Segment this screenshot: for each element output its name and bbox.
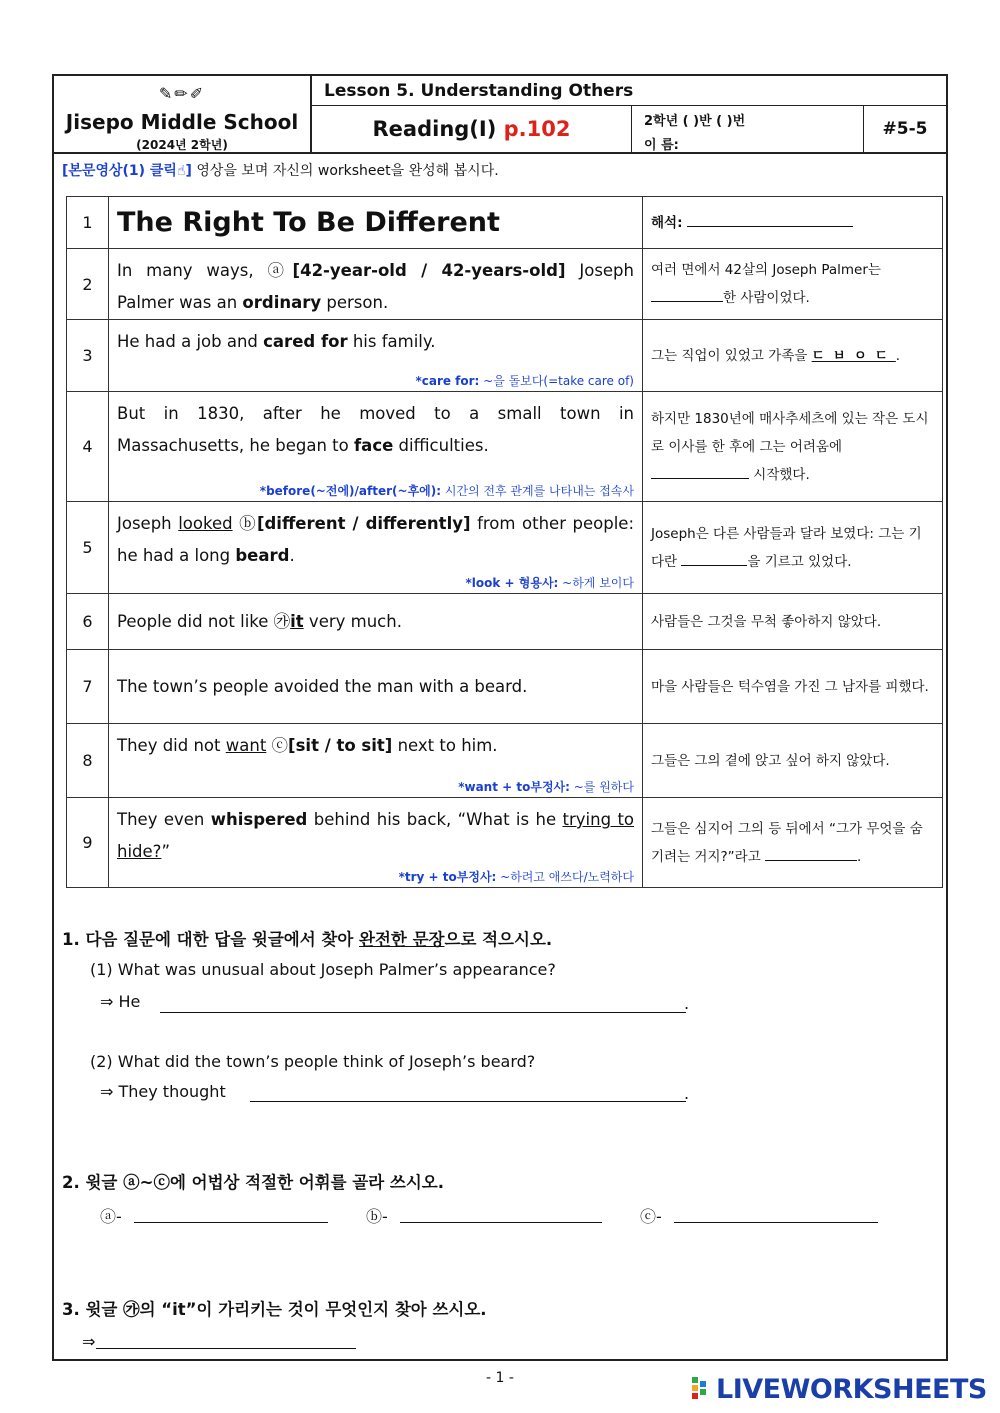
korean-cell [643,798,943,888]
worksheet-header [54,76,946,154]
note-text: ~를 원하다 [569,780,634,794]
note-text: ~을 돌보다(=take care of) [479,374,634,388]
answer-prefix: ⇒ He [100,992,141,1011]
row-number: 3 [67,320,109,392]
text: . [895,347,901,364]
initial-hint: ㄷㅂㅇㄷ [811,347,896,364]
text: He had a job and [117,332,264,351]
school-name: Jisepo Middle School [65,110,299,134]
class-line: 2학년 ( )반 ( )번 [644,114,746,129]
row-number: 6 [67,594,109,650]
reading-title [312,106,632,152]
answer-line-a[interactable] [134,1222,328,1223]
answer-period: . [684,1084,690,1103]
video-text: 영상을 보며 자신의 worksheet을 완성해 봅시다. [196,163,499,179]
table-row [67,594,943,650]
text: 을 기르고 있었다. [747,553,852,570]
answer-line-1[interactable] [160,1012,686,1013]
row-number: 8 [67,724,109,798]
english-cell [109,502,643,594]
text: Joseph은 다른 사람들과 달라 보였다: 그는 기다란 [651,525,922,570]
text: from other people: he had a long [117,514,635,565]
choice-c: [sit / to sit] [288,736,393,755]
note-text: 시간의 전후 관계를 나타내는 접속사 [441,484,634,498]
text: They even [117,810,211,829]
korean-cell: 마을 사람들은 턱수염을 가진 그 남자를 피했다. [643,650,943,724]
reading-page: p.102 [503,117,571,141]
keyword: beard [235,546,290,565]
question-2: 2. 윗글 ⓐ~ⓒ에 어법상 적절한 어휘를 골라 쓰시오. [62,1173,445,1192]
underlined-word: looked [178,514,233,533]
row-number: 4 [67,392,109,502]
table-row [67,197,943,249]
text: In many ways, ⓐ [117,261,293,280]
label-c: ⓒ- [640,1207,662,1226]
brand-name: LIVEWORKSHEETS [716,1374,987,1405]
keyword: cared for [263,332,348,351]
note-label: *care for: [415,374,480,388]
grammar-note [415,373,634,389]
text: 시작했다. [749,466,810,483]
name-line: 이 름: [644,138,679,153]
label-b: ⓑ- [366,1207,388,1226]
row-number: 1 [67,197,109,249]
underlined-word: trying to hide? [117,810,635,861]
table-row [67,502,943,594]
english-cell [109,798,643,888]
text: 하지만 1830년에 매사추세츠에 있는 작은 도시로 이사를 한 후에 그는 어려움에 [651,410,929,455]
choice-b: [different / differently] [256,514,471,533]
answer-prefix: ⇒ They thought [100,1082,226,1101]
row-number: 9 [67,798,109,888]
question-1 [62,926,552,950]
note-label: *want + to부정사: [458,780,570,794]
answer-period: . [684,994,690,1013]
answer-line-c[interactable] [674,1222,878,1223]
lesson-title: Lesson 5. Understanding Others [312,76,946,106]
answer-line-3[interactable] [96,1348,356,1349]
english-cell [109,392,643,502]
choice-a: [42-year-old / 42-years-old] [292,261,566,280]
underlined-word: want [225,736,267,755]
student-info [632,106,864,152]
table-row [67,392,943,502]
row-number: 7 [67,650,109,724]
question-text: 으로 적으시오. [444,930,553,949]
label-a: ⓐ- [100,1207,122,1226]
grammar-note [458,779,634,795]
text: 그들은 심지어 그의 등 뒤에서 “그가 무엇을 숨기려는 거지?”라고 [651,820,923,865]
liveworksheets-logo [692,1374,987,1405]
text: But in 1830, after he moved to a small town in Massachusetts, he began to [117,404,634,455]
row-number: 5 [67,502,109,594]
text: behind his back, “What is he [307,810,563,829]
pencil-icons: ✎✏✐ [158,84,206,103]
note-label: *before(~전에)/after(~후에): [259,484,442,498]
text: ⓒ [266,736,289,755]
video-link[interactable]: [본문영상(1) 클릭☝] [62,163,192,179]
worksheet-code: #5-5 [882,119,928,139]
text: ⓑ [232,514,257,533]
grammar-note [399,869,634,885]
korean-cell [643,197,943,249]
text: 여러 면에서 42살의 Joseph Palmer는 [651,262,881,278]
korean-cell [643,392,943,502]
text: 한 사람이었다. [723,290,810,306]
question-3: 3. 윗글 ㉮의 “it”이 가리키는 것이 무엇인지 찾아 쓰시오. [62,1300,487,1319]
question-1-2: (2) What did the town’s people think of Joseph’s beard? [90,1052,536,1071]
keyword: ordinary [242,293,322,312]
grammar-note [466,575,635,591]
question-1-1: (1) What was unusual about Joseph Palmer’s appearance? [90,960,556,979]
answer-blank[interactable] [651,284,723,302]
text: They did not [117,736,226,755]
text: next to him. [392,736,498,755]
table-row [67,320,943,392]
answer-line-b[interactable] [400,1222,602,1223]
text: Joseph Palmer was an [117,261,634,312]
text: ” [161,842,170,861]
english-cell [109,249,643,320]
note-label: *look + 형용사: [465,576,559,590]
text: . [857,848,862,865]
text: very much. [303,611,402,631]
school-cell [54,76,312,152]
english-cell [109,724,643,798]
question-text: 1. 다음 질문에 대한 답을 윗글에서 찾아 [62,930,360,949]
video-instruction [62,160,499,180]
answer-blank[interactable] [651,461,749,479]
table-row [67,650,943,724]
translation-label: 해석: [651,214,683,231]
liveworksheets-icon [692,1377,714,1401]
reading-prefix: Reading(Ⅰ) [372,117,504,141]
text: his family. [347,332,436,351]
school-year: (2024년 2학년) [136,138,228,152]
text: . [289,546,295,565]
row-number: 2 [67,249,109,320]
note-label: *try + to부정사: [398,870,497,884]
text: Joseph [117,514,179,533]
answer-blank[interactable] [687,209,853,227]
table-row [67,249,943,320]
note-text: ~하게 보이다 [558,576,634,590]
korean-cell [643,249,943,320]
text: 그는 직업이 있었고 가족을 [651,347,812,364]
grammar-note [260,483,634,499]
text: person. [321,293,389,312]
page-number: - 1 - [486,1370,514,1386]
english-cell [109,320,643,392]
reading-table [66,196,943,888]
korean-cell: 사람들은 그것을 무척 좋아하지 않았다. [643,594,943,650]
keyword: whispered [210,810,308,829]
english-cell: The town’s people avoided the man with a beard. [109,650,643,724]
text: difficulties. [393,436,489,455]
english-cell [109,594,643,650]
korean-cell: 그들은 그의 곁에 앉고 싶어 하지 않았다. [643,724,943,798]
answer-blank[interactable] [765,843,857,861]
keyword: face [354,436,394,455]
note-text: ~하려고 애쓰다/노력하다 [496,870,634,884]
text: People did not like ㉮ [117,611,291,631]
worksheet-frame [52,74,948,1361]
answer-line-2[interactable] [250,1101,686,1102]
english-cell [109,197,643,249]
table-row [67,798,943,888]
table-row [67,724,943,798]
question-emphasis: 완전한 문장 [359,930,445,949]
korean-cell [643,320,943,392]
answer-blank[interactable] [681,548,747,566]
korean-cell [643,502,943,594]
referent-it: it [290,611,304,631]
passage-title: The Right To Be Different [117,207,500,238]
answer-arrow: ⇒ [82,1332,96,1351]
